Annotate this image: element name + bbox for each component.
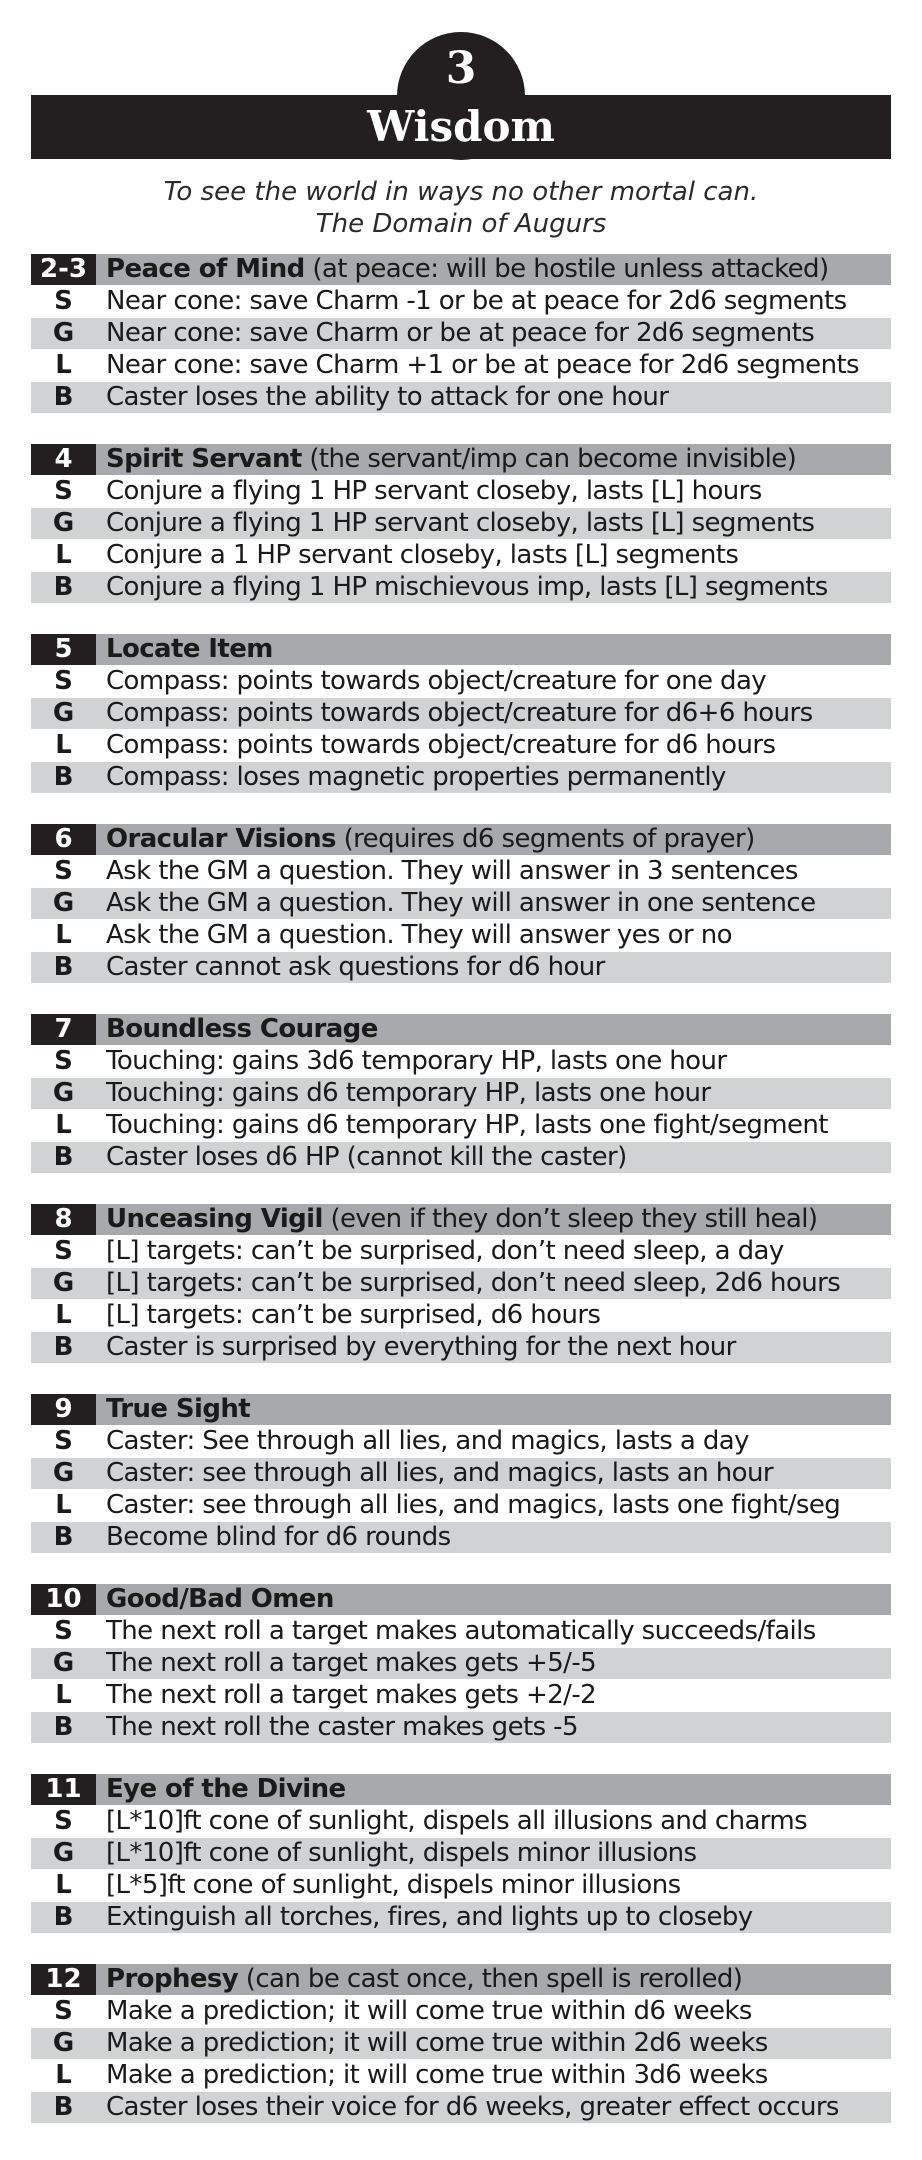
effect-text: Make a prediction; it will come true within 2d6 weeks: [106, 2028, 768, 2058]
effect-text: Become blind for d6 rounds: [106, 1522, 451, 1552]
effect-tier: B: [53, 952, 74, 982]
effect-tier: G: [52, 1458, 75, 1488]
effect-text: Conjure a 1 HP servant closeby, lasts [L] segments: [106, 540, 739, 570]
effect-tier: G: [52, 318, 75, 348]
spell-title: [96, 444, 891, 475]
spell-block: [31, 1204, 891, 1394]
spell-title: [96, 1584, 891, 1615]
effect-text: Conjure a flying 1 HP mischievous imp, lasts [L] segments: [106, 572, 828, 602]
effect-row: [31, 1490, 891, 1521]
spell-title: [96, 1014, 891, 1045]
effect-row: [31, 318, 891, 349]
effect-tier: B: [53, 762, 74, 792]
spell-roll: 7: [31, 1014, 96, 1045]
effect-text: The next roll a target makes gets +5/-5: [106, 1648, 597, 1678]
effect-row: [31, 952, 891, 983]
effect-tier: B: [53, 2092, 74, 2122]
effect-tier: S: [54, 1046, 73, 1076]
effect-text: Make a prediction; it will come true within d6 weeks: [106, 1996, 752, 2026]
effect-row: [31, 1046, 891, 1077]
spell-roll: 11: [31, 1774, 96, 1805]
effect-text: Near cone: save Charm -1 or be at peace for 2d6 segments: [106, 286, 847, 316]
spell-block: [31, 634, 891, 824]
effect-text: Caster: See through all lies, and magics, lasts a day: [106, 1426, 749, 1456]
spell-note: (requires d6 segments of prayer): [343, 824, 755, 854]
spell-name: Unceasing Vigil: [106, 1204, 323, 1234]
effect-tier: L: [55, 1490, 72, 1520]
effect-tier: G: [52, 508, 75, 538]
effect-tier: G: [52, 888, 75, 918]
spell-name: True Sight: [106, 1394, 251, 1424]
spell-header-row: [31, 634, 891, 665]
effect-row: [31, 1332, 891, 1363]
spell-header-row: [31, 1584, 891, 1615]
effect-text: Caster loses their voice for d6 weeks, greater effect occurs: [106, 2092, 839, 2122]
effect-row: [31, 2060, 891, 2091]
effect-tier: B: [53, 1712, 74, 1742]
effect-tier: S: [54, 856, 73, 886]
spell-block: [31, 444, 891, 634]
spell-note: (the servant/imp can become invisible): [309, 444, 797, 474]
effect-tier: L: [55, 730, 72, 760]
effect-text: [L*10]ft cone of sunlight, dispels minor illusions: [106, 1838, 697, 1868]
spell-name: Eye of the Divine: [106, 1774, 346, 1804]
spell-name: Boundless Courage: [106, 1014, 378, 1044]
effect-text: Compass: points towards object/creature for d6+6 hours: [106, 698, 813, 728]
effect-row: [31, 1648, 891, 1679]
effect-text: Extinguish all torches, fires, and lights up to closeby: [106, 1902, 753, 1932]
effect-tier: B: [53, 382, 74, 412]
spell-block: [31, 824, 891, 1014]
spell-block: [31, 1014, 891, 1204]
effect-text: Compass: points towards object/creature for d6 hours: [106, 730, 776, 760]
effect-text: [L] targets: can’t be surprised, don’t need sleep, 2d6 hours: [106, 1268, 841, 1298]
spell-block: [31, 1584, 891, 1774]
effect-row: [31, 1142, 891, 1173]
spell-roll: 5: [31, 634, 96, 665]
effect-tier: L: [55, 350, 72, 380]
effect-tier: L: [55, 1110, 72, 1140]
effect-tier: G: [52, 1078, 75, 1108]
spell-block: [31, 1774, 891, 1964]
spell-block: [31, 1964, 891, 2154]
effect-row: [31, 1680, 891, 1711]
effect-row: [31, 1268, 891, 1299]
effect-row: [31, 856, 891, 887]
spell-roll: 12: [31, 1964, 96, 1995]
effect-row: [31, 698, 891, 729]
effect-text: Caster loses d6 HP (cannot kill the caster): [106, 1142, 627, 1172]
effect-tier: G: [52, 1268, 75, 1298]
effect-tier: G: [52, 1838, 75, 1868]
effect-tier: S: [54, 1426, 73, 1456]
effect-row: [31, 1616, 891, 1647]
effect-row: [31, 1838, 891, 1869]
domain-tagline: [31, 176, 891, 240]
effect-text: Conjure a flying 1 HP servant closeby, lasts [L] segments: [106, 508, 815, 538]
spell-title: [96, 1204, 891, 1235]
spell-block: [31, 1394, 891, 1584]
effect-tier: G: [52, 698, 75, 728]
effect-row: [31, 730, 891, 761]
tagline-line-1: To see the world in ways no other mortal can.: [163, 177, 759, 207]
spell-block: [31, 254, 891, 444]
effect-tier: L: [55, 1680, 72, 1710]
spell-name: Peace of Mind: [106, 254, 305, 284]
spell-title: [96, 1964, 891, 1995]
spell-header-row: [31, 824, 891, 855]
spell-header-row: [31, 1774, 891, 1805]
effect-text: Ask the GM a question. They will answer in 3 sentences: [106, 856, 798, 886]
effect-tier: S: [54, 1806, 73, 1836]
effect-tier: L: [55, 920, 72, 950]
spell-header-row: [31, 1204, 891, 1235]
effect-tier: G: [52, 2028, 75, 2058]
effect-text: [L*10]ft cone of sunlight, dispels all illusions and charms: [106, 1806, 808, 1836]
effect-row: [31, 1110, 891, 1141]
spell-roll: 6: [31, 824, 96, 855]
effect-row: [31, 1806, 891, 1837]
effect-row: [31, 2028, 891, 2059]
spell-roll: 2-3: [31, 254, 96, 285]
spell-name: Prophesy: [106, 1964, 239, 1994]
effect-tier: B: [53, 1142, 74, 1172]
effect-row: [31, 382, 891, 413]
spell-title: [96, 1774, 891, 1805]
effect-text: Near cone: save Charm +1 or be at peace for 2d6 segments: [106, 350, 860, 380]
effect-text: [L*5]ft cone of sunlight, dispels minor illusions: [106, 1870, 681, 1900]
effect-text: Touching: gains 3d6 temporary HP, lasts one hour: [106, 1046, 727, 1076]
effect-row: [31, 1522, 891, 1553]
effect-tier: B: [53, 572, 74, 602]
effect-row: [31, 1426, 891, 1457]
spell-roll: 10: [31, 1584, 96, 1615]
effect-tier: L: [55, 2060, 72, 2090]
effect-row: [31, 1236, 891, 1267]
effect-row: [31, 1458, 891, 1489]
effect-tier: G: [52, 1648, 75, 1678]
effect-row: [31, 888, 891, 919]
spell-title: [96, 824, 891, 855]
effect-text: Compass: loses magnetic properties permanently: [106, 762, 726, 792]
effect-text: Touching: gains d6 temporary HP, lasts one fight/segment: [106, 1110, 828, 1140]
effect-row: [31, 572, 891, 603]
effect-tier: S: [54, 1236, 73, 1266]
effect-tier: B: [53, 1902, 74, 1932]
effect-tier: L: [55, 1300, 72, 1330]
spell-note: (can be cast once, then spell is rerolled): [245, 1964, 743, 1994]
effect-text: Make a prediction; it will come true within 3d6 weeks: [106, 2060, 768, 2090]
spell-roll: 9: [31, 1394, 96, 1425]
effect-row: [31, 1996, 891, 2027]
effect-tier: L: [55, 540, 72, 570]
effect-text: Conjure a flying 1 HP servant closeby, lasts [L] hours: [106, 476, 762, 506]
domain-number: 3: [445, 43, 477, 94]
effect-row: [31, 2092, 891, 2123]
effect-text: Near cone: save Charm or be at peace for 2d6 segments: [106, 318, 815, 348]
effect-tier: S: [54, 1996, 73, 2026]
effect-text: The next roll a target makes gets +2/-2: [106, 1680, 597, 1710]
effect-text: The next roll the caster makes gets -5: [106, 1712, 578, 1742]
effect-text: The next roll a target makes automatically succeeds/fails: [106, 1616, 816, 1646]
effect-text: Compass: points towards object/creature for one day: [106, 666, 767, 696]
effect-row: [31, 286, 891, 317]
effect-tier: B: [53, 1332, 74, 1362]
spell-header-row: [31, 1394, 891, 1425]
domain-title: Wisdom: [367, 102, 555, 151]
effect-row: [31, 1902, 891, 1933]
effect-text: Ask the GM a question. They will answer in one sentence: [106, 888, 816, 918]
spell-roll: 4: [31, 444, 96, 475]
spell-title: [96, 634, 891, 665]
effect-text: Touching: gains d6 temporary HP, lasts one hour: [106, 1078, 711, 1108]
spell-title: [96, 254, 891, 285]
effect-row: [31, 476, 891, 507]
effect-row: [31, 1078, 891, 1109]
effect-tier: S: [54, 286, 73, 316]
effect-text: Caster cannot ask questions for d6 hour: [106, 952, 605, 982]
spell-name: Good/Bad Omen: [106, 1584, 334, 1614]
spell-header-row: [31, 1014, 891, 1045]
spell-name: Spirit Servant: [106, 444, 302, 474]
spell-note: (even if they don’t sleep they still heal): [330, 1204, 818, 1234]
spell-header-row: [31, 254, 891, 285]
effect-text: [L] targets: can’t be surprised, don’t need sleep, a day: [106, 1236, 784, 1266]
effect-tier: S: [54, 666, 73, 696]
effect-row: [31, 762, 891, 793]
effect-row: [31, 666, 891, 697]
effect-tier: S: [54, 476, 73, 506]
effect-tier: S: [54, 1616, 73, 1646]
effect-text: Caster is surprised by everything for the next hour: [106, 1332, 736, 1362]
spell-name: Locate Item: [106, 634, 273, 664]
effect-tier: B: [53, 1522, 74, 1552]
effect-row: [31, 920, 891, 951]
spell-list: [31, 254, 891, 2154]
effect-row: [31, 540, 891, 571]
tagline-line-2: The Domain of Augurs: [315, 209, 607, 239]
spell-roll: 8: [31, 1204, 96, 1235]
spell-note: (at peace: will be hostile unless attacked): [312, 254, 829, 284]
effect-text: [L] targets: can’t be surprised, d6 hours: [106, 1300, 601, 1330]
effect-text: Caster: see through all lies, and magics, lasts one fight/seg: [106, 1490, 841, 1520]
effect-row: [31, 350, 891, 381]
spell-header-row: [31, 444, 891, 475]
effect-text: Caster: see through all lies, and magics, lasts an hour: [106, 1458, 773, 1488]
effect-text: Caster loses the ability to attack for one hour: [106, 382, 669, 412]
spell-title: [96, 1394, 891, 1425]
effect-row: [31, 1712, 891, 1743]
effect-row: [31, 508, 891, 539]
effect-text: Ask the GM a question. They will answer yes or no: [106, 920, 732, 950]
spell-name: Oracular Visions: [106, 824, 336, 854]
spell-header-row: [31, 1964, 891, 1995]
effect-row: [31, 1300, 891, 1331]
effect-tier: L: [55, 1870, 72, 1900]
effect-row: [31, 1870, 891, 1901]
